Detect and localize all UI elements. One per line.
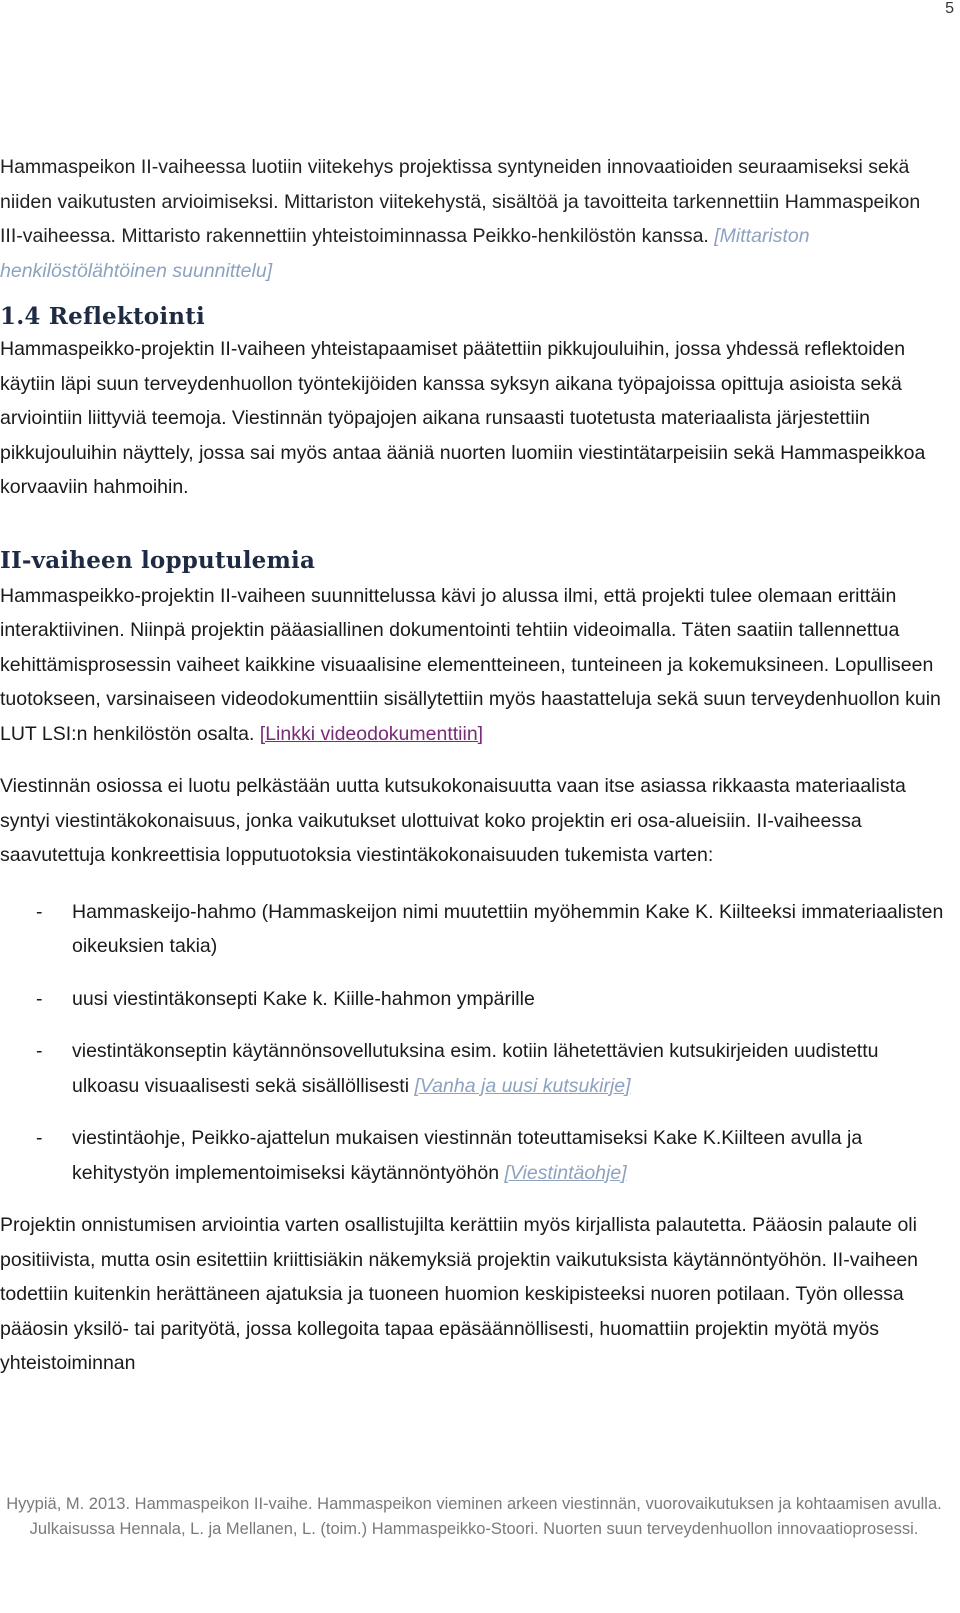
list-item-text: uusi viestintäkonsepti Kake k. Kiille-hahmon ympärille — [72, 987, 535, 1010]
list-bullet-marker: - — [36, 987, 43, 1010]
intro-paragraph — [0, 150, 948, 288]
invitation-letter-link[interactable]: [Vanha ja uusi kutsukirje] — [414, 1074, 631, 1097]
reflektointi-paragraph: Hammaspeikko-projektin II-vaiheen yhteistapaamiset päätettiin pikkujouluihin, jossa yhdessä reflektoiden käytiin läpi suun terveydenhuollon työntekijöiden kanssa syksyn aikana työpajoissa opittuja asioista sekä arviointiin liittyviä teemoja. Viestinnän työpajojen aikana runsaasti tuotetusta materiaalista järjestettiin pikkujouluihin näyttely, jossa sai myös antaa ääniä nuorten luomiin viestintätarpeisiin sekä Hammaspeikkoa korvaaviin hahmoihin. — [0, 338, 926, 498]
list-item — [0, 1121, 948, 1190]
list-item — [0, 895, 948, 964]
footer-citation: Hyypiä, M. 2013. Hammaspeikon II-vaihe. Hammaspeikon vieminen arkeen viestinnän, vuorovaikutuksen ja kohtaamisen avulla. Julkaisussa Hennala, L. ja Mellanen, L. (toim.) Hammaspeikko-Stoori. Nuorten suun terveydenhuollon innovaatioprosessi. — [6, 1495, 942, 1538]
list-bullet-marker: - — [36, 1040, 43, 1062]
lopputulemia-paragraph-3: Projektin onnistumisen arviointia varten osallistujilta kerättiin myös kirjallista palautetta. Pääosin palaute oli positiivista, mutta osin esitettiin kriittisiäkin näkemyksiä projektin vaikutuksista käytännöntyöhön. II-vaiheen todettiin kuitenkin herättäneen ajatuksia ja tuoneen huomion keskipisteeksi nuoren potilaan. Työn ollessa pääosin yksilö- tai parityötä, jossa kollegoita tapaa epäsäännöllisesti, huomattiin projektin myötä myös yhteistoiminnan — [0, 1214, 919, 1374]
list-bullet-marker: - — [36, 1127, 43, 1149]
outcomes-list — [0, 895, 948, 1191]
intro-text: Hammaspeikon II-vaiheessa luotiin viitekehys projektissa syntyneiden innovaatioiden seuraamiseksi sekä niiden vaikutusten arvioimiseksi. Mittariston viitekehystä, sisältöä ja tavoitteita tarkennettiin Hammaspeikon III-vaiheessa. Mittaristo rakennettiin yhteistoiminnassa Peikko-henkilöstön kanssa. — [0, 156, 921, 247]
list-item-text: Hammaskeijo-hahmo (Hammaskeijon nimi muutettiin myöhemmin Kake K. Kiilteeksi immateriaalisten oikeuksien takia) — [72, 900, 944, 957]
document-body — [0, 150, 948, 1381]
mittaristo-link[interactable]: [Mittariston henkilöstölähtöinen suunnittelu] — [0, 225, 810, 282]
list-item — [0, 982, 948, 1017]
page-number: 5 — [945, 0, 954, 17]
lopputulemia-text-1: Hammaspeikko-projektin II-vaiheen suunnittelussa kävi jo alussa ilmi, että projekti tulee olemaan erittäin interaktiivinen. Niinpä projektin pääasiallinen dokumentointi tehtiin videoimalla. Täten saatiin tallennettua kehittämisprosessin vaiheet kaikkine visuaalisine elementteineen, tunteineen ja kokemuksineen. Lopulliseen tuotokseen, varsinaiseen videodokumenttiin sisällytettiin myös haastatteluja sekä suun terveydenhuollon kuin LUT LSI:n henkilöstön osalta. — [0, 584, 941, 745]
lopputulemia-paragraph-2: Viestinnän osiossa ei luotu pelkästään uutta kutsukokonaisuutta vaan itse asiassa rikkaasta materiaalista syntyi viestintäkokonaisuus, jonka vaikutukset ulottuivat koko projektin eri osa-alueisiin. II-vaiheessa saavutettuja konkreettisia lopputuotoksia viestintäkokonaisuuden tukemista varten: — [0, 775, 906, 866]
list-item-text: viestintäohje, Peikko-ajattelun mukaisen viestinnän toteuttamiseksi Kake K.Kiilteen avulla ja kehitystyön implementoimiseksi käytännöntyöhön — [72, 1127, 863, 1184]
list-item — [0, 1034, 948, 1103]
section-heading-reflektointi: 1.4 Reflektointi — [0, 303, 205, 330]
lopputulemia-paragraph-1 — [0, 579, 948, 752]
communication-guide-link[interactable]: [Viestintäohje] — [504, 1161, 627, 1184]
video-document-link[interactable]: [Linkki videodokumenttiin] — [259, 722, 484, 745]
list-bullet-marker: - — [36, 900, 43, 923]
list-item-text: viestintäkonseptin käytännönsovellutuksina esim. kotiin lähetettävien kutsukirjeiden uudistettu ulkoasu visuaalisesti sekä sisällöllisesti — [72, 1040, 879, 1097]
section-heading-lopputulemia: II-vaiheen lopputulemia — [0, 546, 316, 574]
